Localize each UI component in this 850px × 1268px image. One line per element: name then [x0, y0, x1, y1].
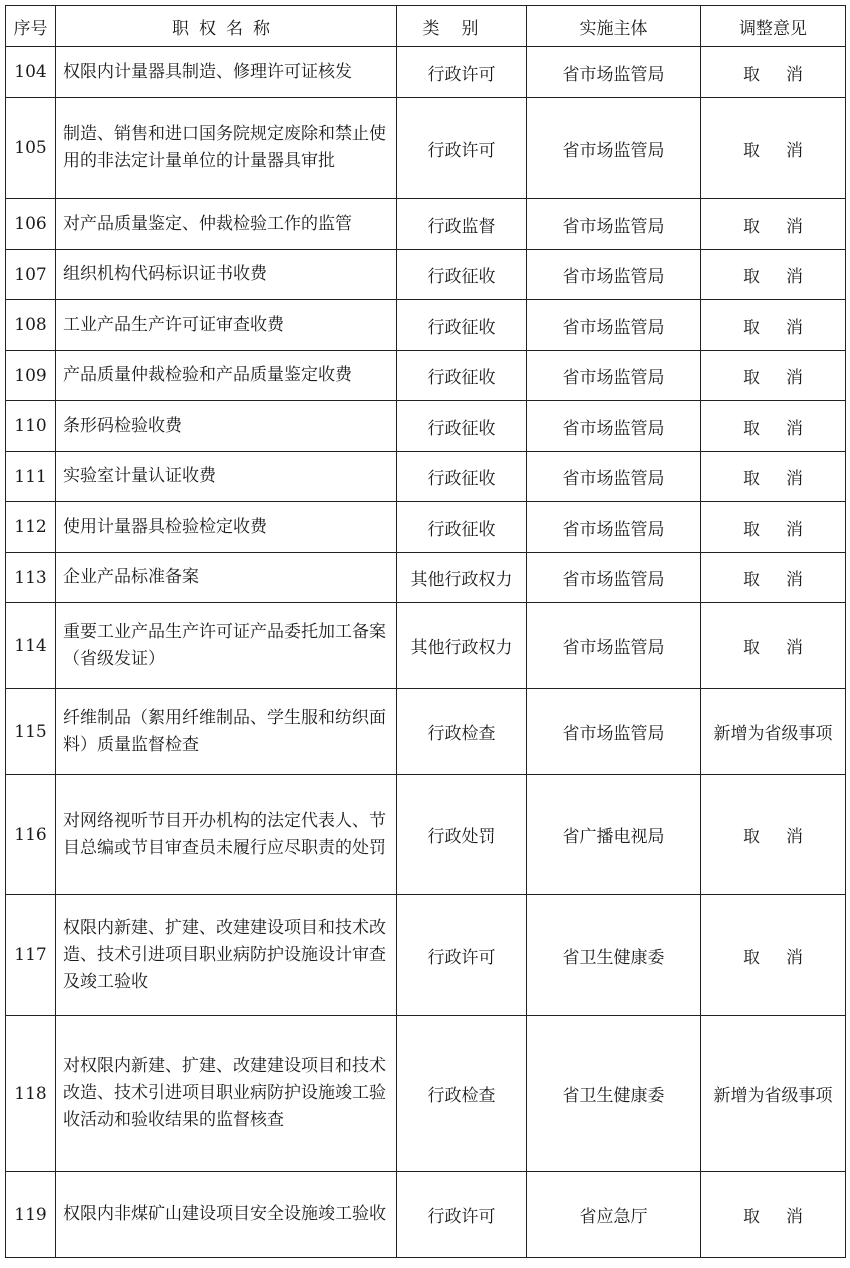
- row-category: 其他行政权力: [397, 553, 527, 603]
- row-category: 行政许可: [397, 1172, 527, 1258]
- table-row: [6, 603, 846, 689]
- table-row: [6, 401, 846, 452]
- table-row: [6, 553, 846, 603]
- row-category: 行政处罚: [397, 775, 527, 895]
- table-row: [6, 300, 846, 351]
- row-name: 对权限内新建、扩建、改建建设项目和技术改造、技术引进项目职业病防护设施竣工验收活动和验收结果的监督核查: [56, 1016, 397, 1172]
- row-number: 106: [6, 199, 56, 250]
- table-row: [6, 98, 846, 199]
- row-category: 行政许可: [397, 47, 527, 98]
- row-category: 行政检查: [397, 1016, 527, 1172]
- row-number: 118: [6, 1016, 56, 1172]
- row-name: 权限内非煤矿山建设项目安全设施竣工验收: [56, 1172, 397, 1258]
- row-subject: 省广播电视局: [527, 775, 701, 895]
- row-opinion: 新增为省级事项: [701, 1016, 846, 1172]
- row-name: 重要工业产品生产许可证产品委托加工备案（省级发证）: [56, 603, 397, 689]
- row-name: 权限内计量器具制造、修理许可证核发: [56, 47, 397, 98]
- row-name: 组织机构代码标识证书收费: [56, 250, 397, 300]
- table-row: [6, 452, 846, 502]
- row-subject: 省市场监管局: [527, 502, 701, 553]
- row-subject: 省卫生健康委: [527, 1016, 701, 1172]
- table-row: [6, 502, 846, 553]
- row-number: 109: [6, 351, 56, 401]
- table-row: [6, 689, 846, 775]
- row-name: 对网络视听节目开办机构的法定代表人、节目总编或节目审查员未履行应尽职责的处罚: [56, 775, 397, 895]
- row-number: 113: [6, 553, 56, 603]
- powers-table: [5, 5, 846, 1258]
- row-number: 115: [6, 689, 56, 775]
- row-subject: 省市场监管局: [527, 603, 701, 689]
- row-opinion: 取消: [701, 401, 846, 452]
- row-category: 行政许可: [397, 895, 527, 1016]
- row-opinion: 取消: [701, 603, 846, 689]
- table-row: [6, 1016, 846, 1172]
- table-row: [6, 199, 846, 250]
- row-name: 条形码检验收费: [56, 401, 397, 452]
- row-number: 112: [6, 502, 56, 553]
- row-opinion: 取消: [701, 775, 846, 895]
- header-opinion: 调整意见: [701, 6, 846, 47]
- row-category: 行政征收: [397, 502, 527, 553]
- row-name: 制造、销售和进口国务院规定废除和禁止使用的非法定计量单位的计量器具审批: [56, 98, 397, 199]
- row-subject: 省卫生健康委: [527, 895, 701, 1016]
- row-name: 纤维制品（絮用纤维制品、学生服和纺织面料）质量监督检查: [56, 689, 397, 775]
- document-page: [5, 5, 846, 1258]
- header-name: 职权名称: [56, 6, 397, 47]
- row-name: 使用计量器具检验检定收费: [56, 502, 397, 553]
- row-name: 工业产品生产许可证审查收费: [56, 300, 397, 351]
- row-opinion: 取消: [701, 452, 846, 502]
- table-row: [6, 775, 846, 895]
- row-number: 107: [6, 250, 56, 300]
- row-subject: 省应急厅: [527, 1172, 701, 1258]
- header-subject: 实施主体: [527, 6, 701, 47]
- row-number: 111: [6, 452, 56, 502]
- row-category: 行政征收: [397, 401, 527, 452]
- table-row: [6, 1172, 846, 1258]
- table-header-row: [6, 6, 846, 47]
- row-subject: 省市场监管局: [527, 199, 701, 250]
- row-opinion: 取消: [701, 502, 846, 553]
- row-number: 116: [6, 775, 56, 895]
- row-category: 行政征收: [397, 250, 527, 300]
- row-category: 行政许可: [397, 98, 527, 199]
- row-category: 行政征收: [397, 351, 527, 401]
- table-row: [6, 351, 846, 401]
- table-row: [6, 895, 846, 1016]
- row-number: 108: [6, 300, 56, 351]
- row-name: 权限内新建、扩建、改建建设项目和技术改造、技术引进项目职业病防护设施设计审查及竣工验收: [56, 895, 397, 1016]
- row-opinion: 取消: [701, 47, 846, 98]
- row-category: 其他行政权力: [397, 603, 527, 689]
- row-category: 行政征收: [397, 300, 527, 351]
- row-number: 114: [6, 603, 56, 689]
- row-subject: 省市场监管局: [527, 452, 701, 502]
- row-subject: 省市场监管局: [527, 689, 701, 775]
- row-name: 企业产品标准备案: [56, 553, 397, 603]
- table-row: [6, 250, 846, 300]
- row-subject: 省市场监管局: [527, 300, 701, 351]
- table-row: [6, 47, 846, 98]
- row-name: 对产品质量鉴定、仲裁检验工作的监管: [56, 199, 397, 250]
- row-opinion: 取消: [701, 1172, 846, 1258]
- row-subject: 省市场监管局: [527, 47, 701, 98]
- row-category: 行政征收: [397, 452, 527, 502]
- row-number: 119: [6, 1172, 56, 1258]
- row-number: 117: [6, 895, 56, 1016]
- row-subject: 省市场监管局: [527, 351, 701, 401]
- row-opinion: 取消: [701, 199, 846, 250]
- row-number: 105: [6, 98, 56, 199]
- row-opinion: 取消: [701, 351, 846, 401]
- row-name: 产品质量仲裁检验和产品质量鉴定收费: [56, 351, 397, 401]
- row-opinion: 取消: [701, 553, 846, 603]
- row-subject: 省市场监管局: [527, 250, 701, 300]
- header-num: 序号: [6, 6, 56, 47]
- row-opinion: 取消: [701, 250, 846, 300]
- row-number: 110: [6, 401, 56, 452]
- row-opinion: 取消: [701, 300, 846, 351]
- row-opinion: 取消: [701, 895, 846, 1016]
- row-subject: 省市场监管局: [527, 98, 701, 199]
- row-opinion: 取消: [701, 98, 846, 199]
- row-number: 104: [6, 47, 56, 98]
- row-opinion: 新增为省级事项: [701, 689, 846, 775]
- row-category: 行政监督: [397, 199, 527, 250]
- row-category: 行政检查: [397, 689, 527, 775]
- row-name: 实验室计量认证收费: [56, 452, 397, 502]
- row-subject: 省市场监管局: [527, 553, 701, 603]
- header-category: 类别: [397, 6, 527, 47]
- row-subject: 省市场监管局: [527, 401, 701, 452]
